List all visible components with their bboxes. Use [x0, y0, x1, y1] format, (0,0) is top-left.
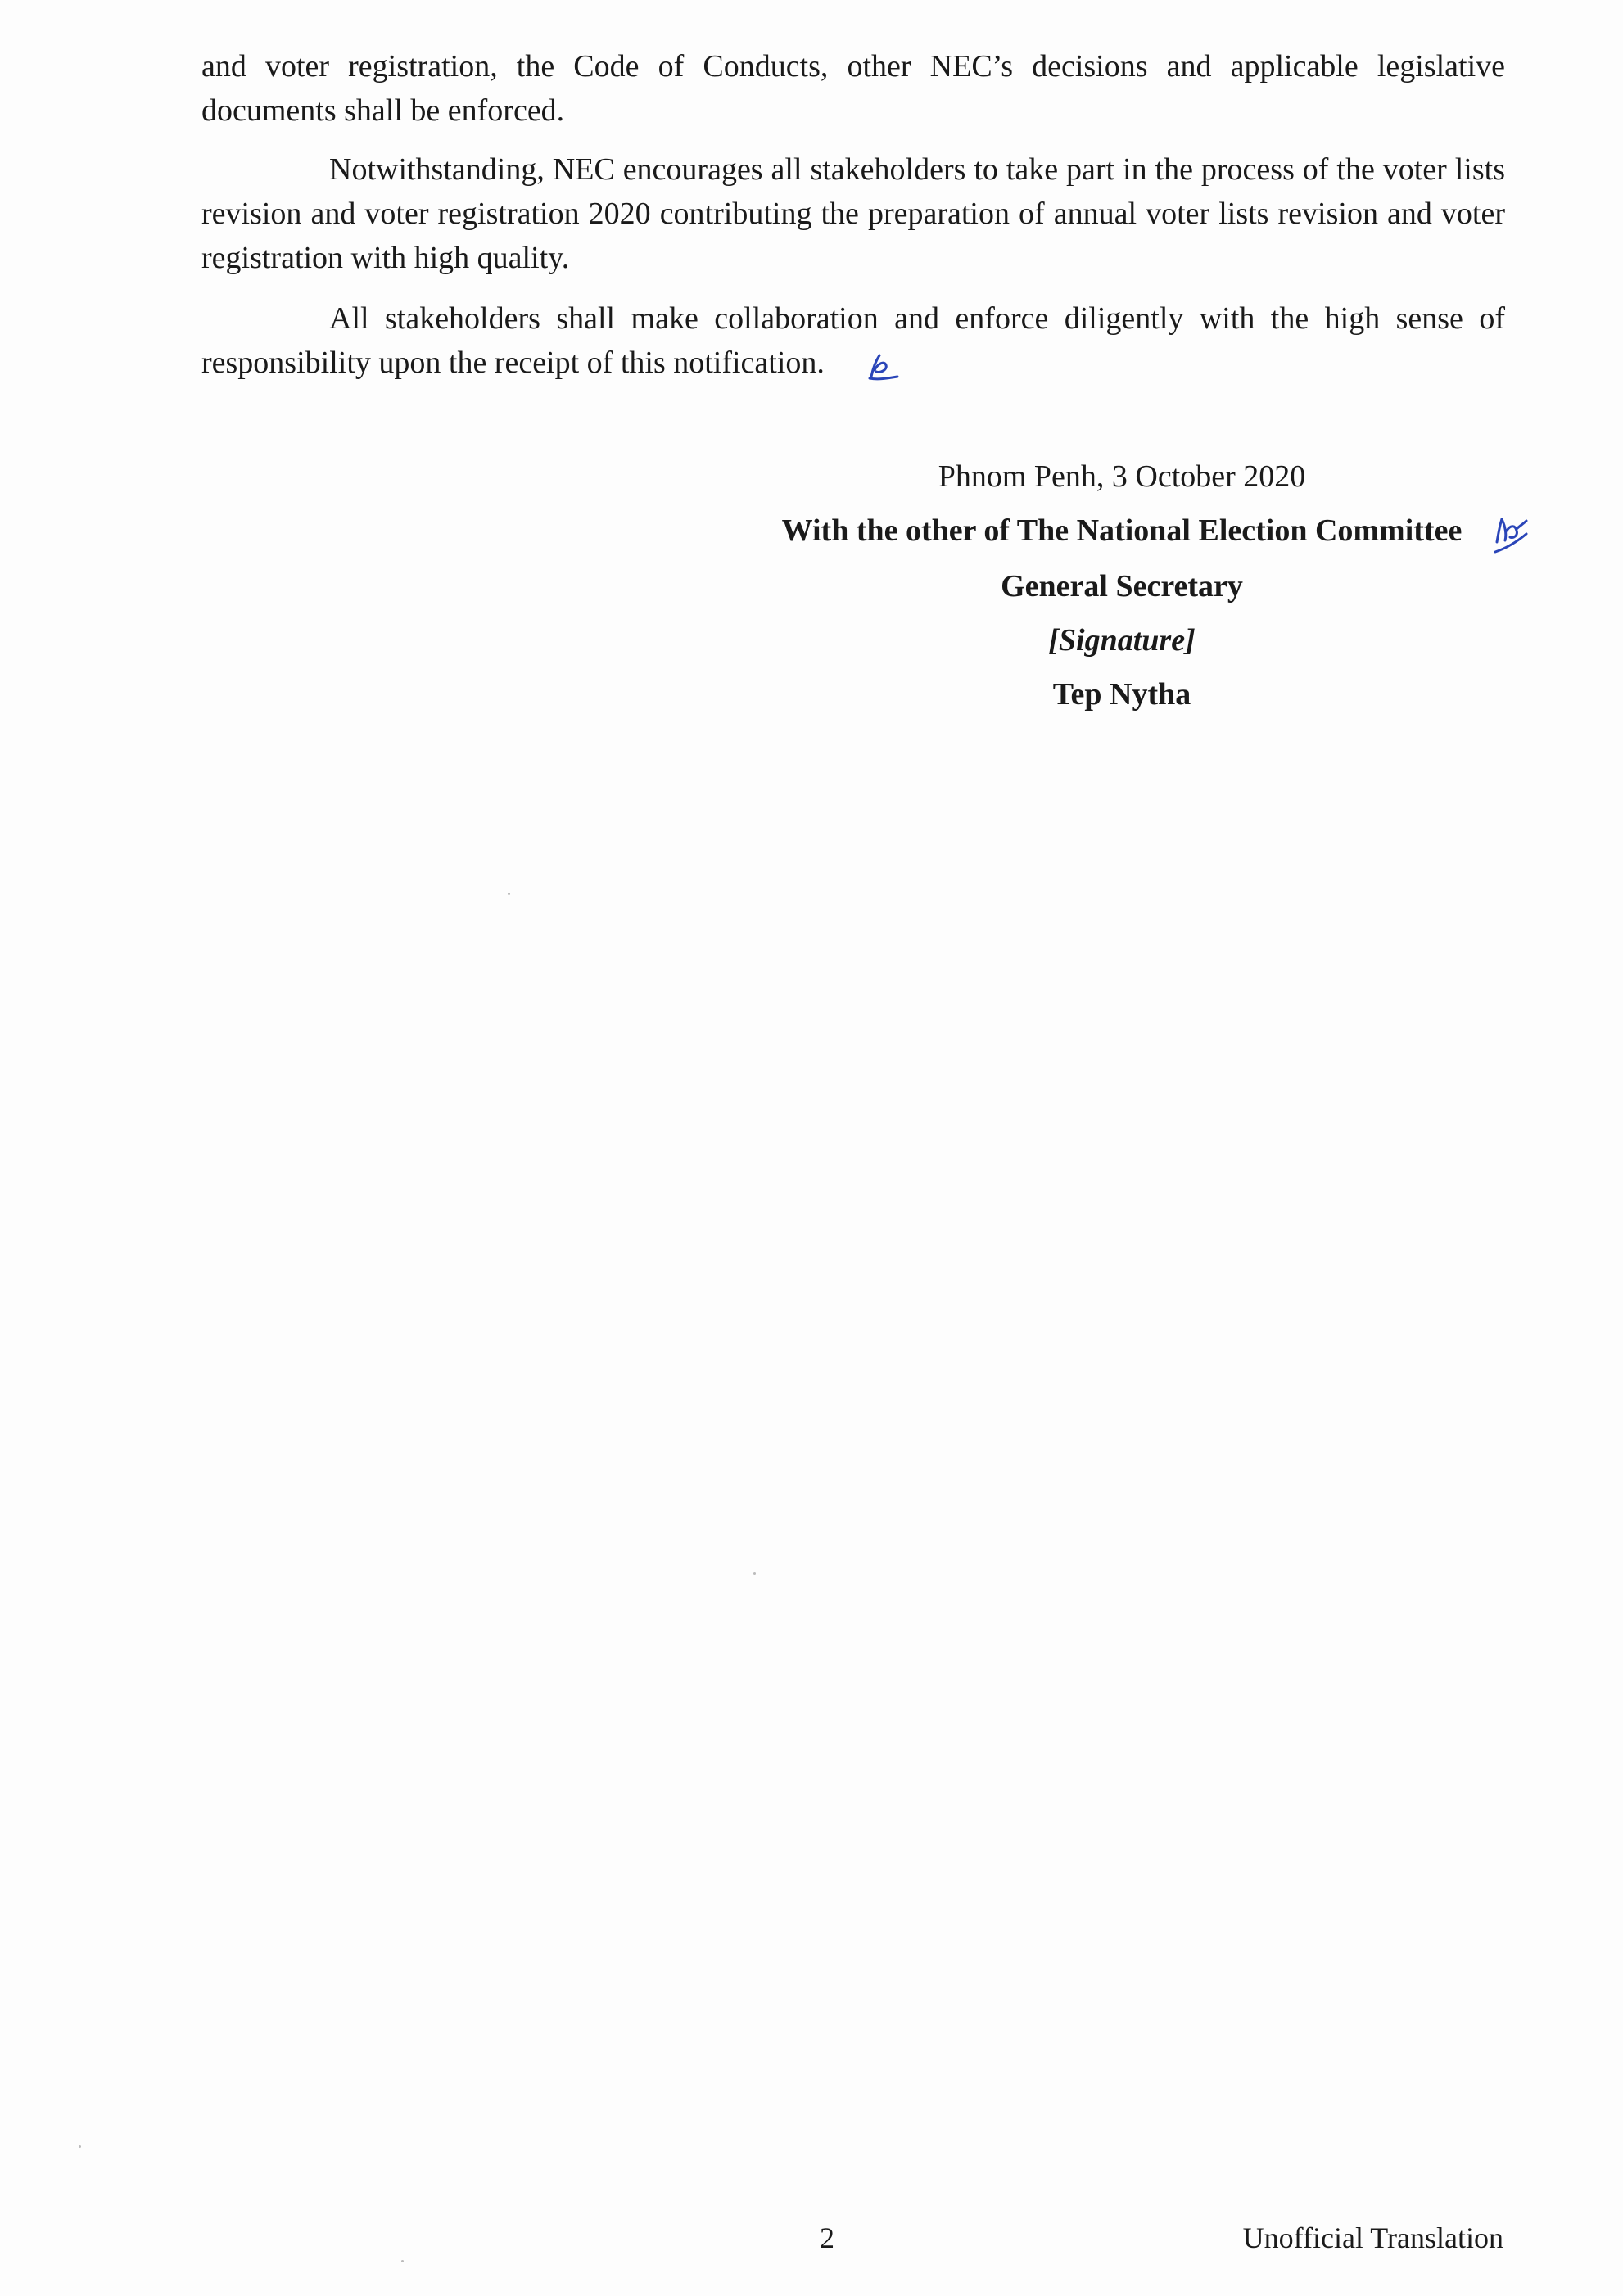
- signer-name: Tep Nytha: [1052, 677, 1191, 712]
- order-line: With the other of The National Election Committee: [781, 513, 1463, 548]
- scan-speck: [508, 893, 510, 895]
- scan-speck: [79, 2145, 81, 2148]
- scan-speck: [753, 1572, 756, 1575]
- handwritten-initial-icon: [866, 352, 899, 387]
- signature-placeholder: [Signature]: [1048, 623, 1196, 658]
- signer-title: General Secretary: [1001, 569, 1243, 603]
- footer-note: Unofficial Translation: [1242, 2221, 1503, 2254]
- paragraph-2: Notwithstanding, NEC encourages all stakeholders to take part in the process of the voter lists revision and voter registration 2020 contributing the preparation of annual voter lists revision and voter registration with high quality.: [201, 152, 1505, 275]
- scan-speck: [401, 2260, 404, 2262]
- page-number: 2: [820, 2221, 834, 2254]
- paragraph-3: All stakeholders shall make collaboration and enforce diligently with the high sense of responsibility upon the receipt of this notification.: [201, 301, 1505, 380]
- handwritten-initial-icon: [1492, 514, 1530, 564]
- place-date: Phnom Penh, 3 October 2020: [938, 459, 1306, 494]
- paragraph-1: and voter registration, the Code of Conducts, other NEC’s decisions and applicable legislative documents shall be enforced.: [201, 49, 1505, 128]
